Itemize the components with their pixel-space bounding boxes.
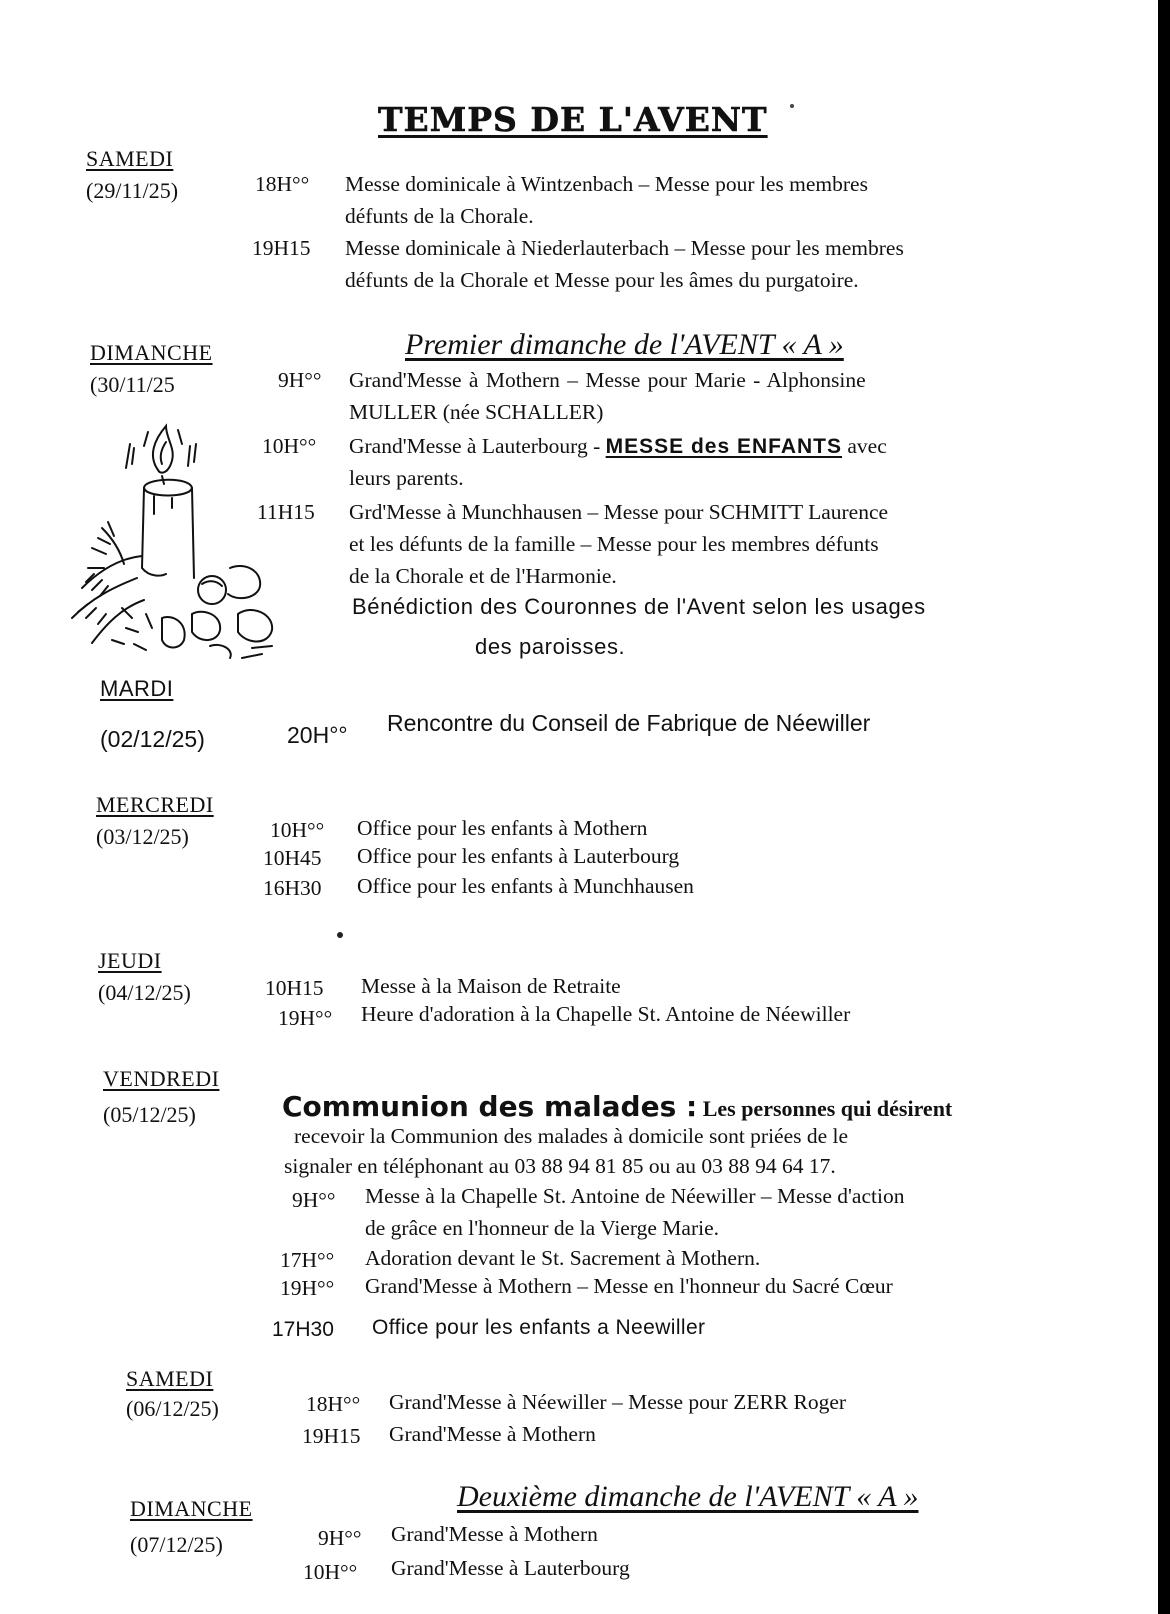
event-text: Rencontre du Conseil de Fabrique de Néewiller [387,710,871,736]
day-date: (30/11/25 [90,372,175,397]
event-time: 16H30 [263,876,322,900]
communion-title: Communion des malades : [282,1090,698,1123]
event-text: Office pour les enfants à Mothern [357,816,648,840]
event-text: MULLER (née SCHALLER) [349,400,604,424]
day-label: MERCREDI [96,792,214,817]
event-time: 11H15 [257,500,315,524]
day-date: (05/12/25) [103,1102,196,1127]
event-time: 10H°° [262,434,317,458]
communion-line [282,1090,952,1123]
day-date: (06/12/25) [126,1396,219,1421]
event-text [349,434,887,459]
day-label: JEUDI [98,948,162,973]
event-time: 9H°° [292,1188,336,1212]
scan-speck [337,932,343,938]
day-date: (07/12/25) [130,1532,223,1557]
communion-text: Les personnes qui désirent [697,1096,953,1121]
event-time: 18H°° [306,1392,361,1416]
event-time: 10H°° [270,818,325,842]
event-text: Grand'Messe à Mothern – Messe en l'honneur du Sacré Cœur [365,1274,893,1298]
event-time: 9H°° [278,368,322,392]
event-text: Grand'Messe à Lauterbourg [391,1556,630,1580]
event-text: Heure d'adoration à la Chapelle St. Antoine de Néewiller [361,1002,851,1026]
day-label: SAMEDI [86,146,174,171]
event-text: Grd'Messe à Munchhausen – Messe pour SCHMITT Laurence [349,500,889,524]
event-text: Messe dominicale à Niederlauterbach – Messe pour les membres [345,236,904,260]
sunday-heading: Deuxième dimanche de l'AVENT « A » [457,1480,919,1513]
event-time: 19H15 [302,1424,361,1448]
sunday-heading: Premier dimanche de l'AVENT « A » [405,328,844,361]
event-time: 19H°° [280,1276,335,1300]
communion-text: signaler en téléphonant au 03 88 94 81 85 ou au 03 88 94 64 17. [284,1154,836,1178]
event-text: et les défunts de la famille – Messe pour les membres défunts [349,532,879,556]
event-time: 10H15 [265,976,324,1000]
children-mass-label: MESSE des ENFANTS [605,435,843,458]
event-text: Grand'Messe à Mothern [391,1522,598,1546]
event-text: défunts de la Chorale. [345,204,534,228]
event-text: Grand'Messe à Néewiller – Messe pour ZERR Roger [389,1390,847,1414]
blessing-line: des paroisses. [475,634,626,659]
event-text: Office pour les enfants à Lauterbourg [357,844,680,868]
event-text: Grand'Messe à Mothern [389,1422,596,1446]
event-time: 10H45 [263,846,322,870]
event-text: Messe dominicale à Wintzenbach – Messe pour les membres [345,172,868,196]
scan-speck [790,104,794,108]
event-time: 9H°° [318,1526,362,1550]
event-text: Grand'Messe à Mothern – Messe pour Marie - Alphonsine [349,368,866,392]
event-time: 17H30 [272,1318,334,1341]
event-time: 19H15 [252,236,311,260]
day-date: (02/12/25) [100,726,205,752]
page-title: TEMPS DE L'AVENT [378,100,768,139]
event-time: 20H°° [287,722,348,748]
day-label: MARDI [100,676,174,701]
event-text: leurs parents. [349,466,464,490]
event-text-part: avec [842,434,887,458]
event-text-part: Grand'Messe à Lauterbourg - [349,434,606,458]
event-text: de grâce en l'honneur de la Vierge Marie. [365,1216,719,1240]
event-text: Adoration devant le St. Sacrement à Mothern. [365,1246,761,1270]
event-text: de la Chorale et de l'Harmonie. [349,564,617,588]
event-text: Office pour les enfants a Neewiller [372,1316,706,1339]
communion-text: recevoir la Communion des malades à domicile sont priées de le [294,1124,849,1148]
event-text: Messe à la Maison de Retraite [361,974,621,998]
event-time: 19H°° [278,1006,333,1030]
day-label: DIMANCHE [130,1496,253,1521]
day-label: SAMEDI [126,1366,214,1391]
event-time: 10H°° [303,1560,358,1584]
event-text: Messe à la Chapelle St. Antoine de Néewiller – Messe d'action [365,1184,905,1208]
event-time: 17H°° [280,1248,335,1272]
day-label: VENDREDI [103,1066,220,1091]
event-time: 18H°° [255,172,310,196]
blessing-line: Bénédiction des Couronnes de l'Avent selon les usages [352,594,926,619]
event-text: Office pour les enfants à Munchhausen [357,874,694,898]
advent-candle-illustration [62,418,292,668]
day-date: (29/11/25) [86,178,179,203]
day-label: DIMANCHE [90,340,213,365]
day-date: (04/12/25) [98,980,191,1005]
day-date: (03/12/25) [96,824,189,849]
event-text: défunts de la Chorale et Messe pour les âmes du purgatoire. [345,268,859,292]
